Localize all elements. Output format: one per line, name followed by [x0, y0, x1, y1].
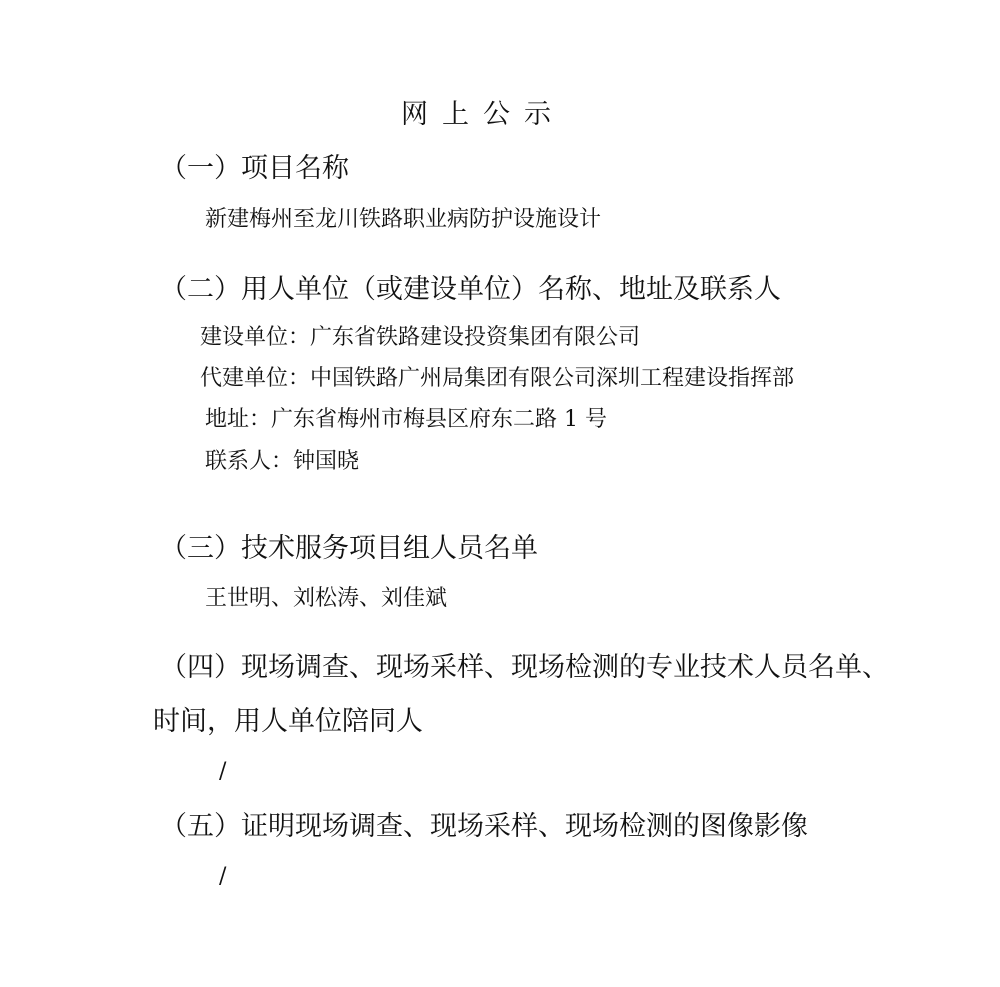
team-members: 王世明、刘松涛、刘佳斌 [205, 586, 448, 611]
page-title: 网上公示 [401, 99, 565, 130]
section-4-content: / [219, 759, 227, 784]
section-2-heading: （二）用人单位（或建设单位）名称、地址及联系人 [160, 274, 781, 305]
section-4-heading: （四）现场调查、现场采样、现场检测的专业技术人员名单、 [160, 652, 889, 683]
section-3-heading: （三）技术服务项目组人员名单 [160, 533, 538, 564]
section-1-heading: （一）项目名称 [160, 153, 349, 184]
agent-construction-unit: 代建单位：中国铁路广州局集团有限公司深圳工程建设指挥部 [200, 366, 795, 391]
address: 地址：广东省梅州市梅县区府东二路 1 号 [205, 407, 607, 432]
contact-person: 联系人：钟国晓 [205, 449, 360, 474]
section-5-heading: （五）证明现场调查、现场采样、现场检测的图像影像 [160, 811, 808, 842]
section-4-heading-continued: 时间，用人单位陪同人 [153, 706, 423, 737]
section-5-content: / [219, 864, 227, 889]
project-name: 新建梅州至龙川铁路职业病防护设施设计 [205, 207, 602, 232]
construction-unit: 建设单位：广东省铁路建设投资集团有限公司 [200, 325, 641, 350]
